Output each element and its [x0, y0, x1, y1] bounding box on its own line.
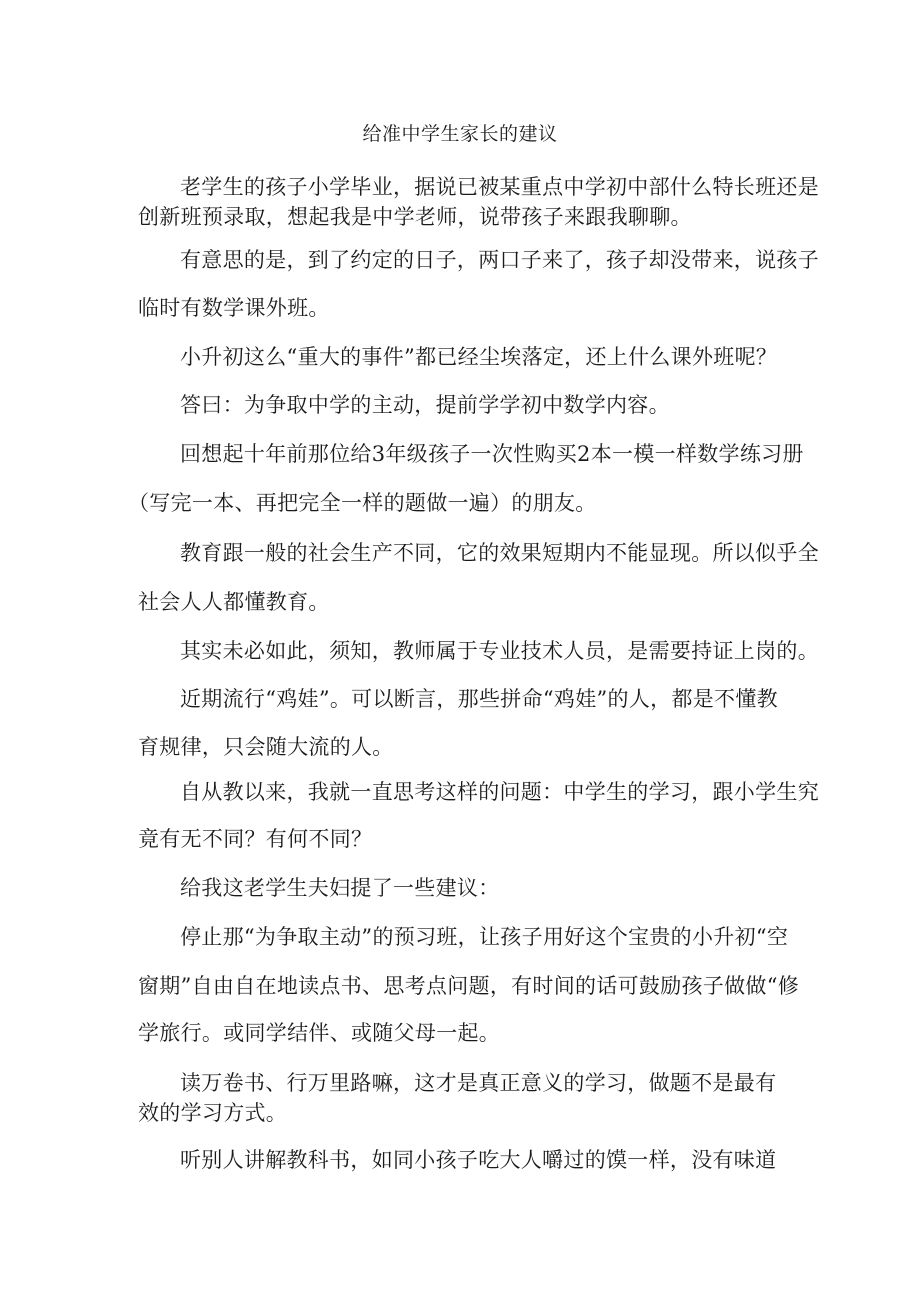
- paragraph-line: 竟有无不同？有何不同？: [138, 827, 373, 851]
- paragraph-line: 自从教以来，我就一直思考这样的问题：中学生的学习，跟小学生究: [180, 780, 819, 804]
- paragraph-line: 其实未必如此，须知，教师属于专业技术人员，是需要持证上岗的。: [180, 639, 819, 663]
- paragraph-line: 听别人讲解教科书，如同小孩子吃大人嚼过的馍一样，没有味道: [180, 1148, 777, 1172]
- paragraph-line: 老学生的孩子小学毕业，据说已被某重点中学初中部什么特长班还是: [180, 175, 819, 199]
- paragraph-line: 小升初这么“重大的事件”都已经尘埃落定，还上什么课外班呢？: [180, 345, 778, 369]
- paragraph-line: 效的学习方式。: [138, 1101, 288, 1125]
- paragraph-line: 教育跟一般的社会生产不同，它的效果短期内不能显现。所以似乎全: [180, 541, 819, 565]
- paragraph-line: 读万卷书、行万里路嘛，这才是真正意义的学习，做题不是最有: [180, 1071, 777, 1095]
- paragraph-line: 停止那“为争取主动”的预习班，让孩子用好这个宝贵的小升初“空: [180, 925, 789, 949]
- paragraph-line: 临时有数学课外班。: [138, 296, 330, 320]
- paragraph-line: （写完一本、再把完全一样的题做一遍）的朋友。: [128, 491, 597, 515]
- paragraph-line: 创新班预录取，想起我是中学老师，说带孩子来跟我聊聊。: [138, 205, 692, 229]
- paragraph-line: 学旅行。或同学结伴、或随父母一起。: [138, 1021, 501, 1045]
- paragraph-line: 社会人人都懂教育。: [138, 590, 330, 614]
- document-title: 给准中学生家长的建议: [362, 123, 558, 145]
- paragraph-line: 给我这老学生夫妇提了一些建议：: [180, 876, 500, 900]
- paragraph-line: 回想起十年前那位给3年级孩子一次性购买2本一模一样数学练习册: [180, 442, 804, 466]
- paragraph-line: 近期流行“鸡娃”。可以断言，那些拼命“鸡娃”的人，都是不懂教: [180, 687, 778, 711]
- paragraph-line: 答曰：为争取中学的主动，提前学学初中数学内容。: [180, 393, 670, 417]
- paragraph-line: 窗期”自由自在地读点书、思考点问题，有时间的话可鼓励孩子做做“修: [138, 974, 800, 998]
- paragraph-line: 有意思的是，到了约定的日子，两口子来了，孩子却没带来，说孩子: [180, 248, 819, 272]
- paragraph-line: 育规律，只会随大流的人。: [138, 735, 394, 759]
